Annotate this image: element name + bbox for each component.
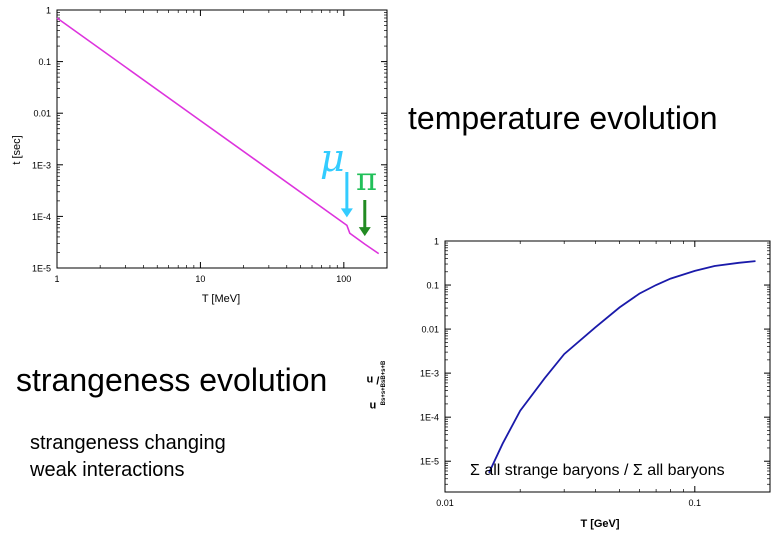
chart1-ylabel: t [sec] xyxy=(11,135,23,165)
chart2-plot-frame xyxy=(445,241,770,492)
chart1-y-tick-label: 1E-5 xyxy=(31,263,51,274)
chart2-y-tick-label: 1 xyxy=(433,236,439,247)
strangeness-evolution-title: strangeness evolution xyxy=(16,362,328,398)
chart1-y-tick-label: 1E-3 xyxy=(31,160,51,171)
chart2-y-tick-label: 0.1 xyxy=(426,280,439,291)
chart1-y-tick-label: 0.1 xyxy=(38,57,51,68)
chart1-x-tick-label: 100 xyxy=(336,274,352,284)
chart2-x-tick-label: 0.01 xyxy=(436,498,454,508)
chart1-xlabel: T [MeV] xyxy=(201,293,241,305)
chart2-annotation: Σ all strange baryons / Σ all baryons xyxy=(470,462,725,479)
temperature-evolution-title: temperature evolution xyxy=(408,100,718,136)
strangeness-subtitle xyxy=(30,430,226,484)
chart1-y-tick-label: 1E-4 xyxy=(31,211,51,222)
chart1-x-tick-label: 1 xyxy=(54,274,60,284)
chart2-y-tick-label: 1E-3 xyxy=(419,368,439,379)
chart1-x-tick-label: 10 xyxy=(195,274,206,284)
chart2-y-tick-label: 0.01 xyxy=(421,324,439,335)
chart1-y-tick-label: 0.01 xyxy=(33,108,51,119)
strangeness-subtitle-line1: strangeness changing xyxy=(30,432,226,454)
muon-threshold-label: μ xyxy=(320,136,345,180)
chart2-x-tick-label: 0.1 xyxy=(688,498,702,508)
chart2-y-tick-label: 1E-4 xyxy=(419,412,439,423)
pion-threshold-label: π xyxy=(356,160,378,198)
chart1-y-tick-label: 1 xyxy=(45,5,51,16)
chart2-xlabel: T [GeV] xyxy=(580,518,620,530)
chart2-series-line xyxy=(489,261,756,473)
chart2-y-tick-label: 1E-5 xyxy=(419,456,439,467)
strangeness-subtitle-line2: weak interactions xyxy=(30,459,185,481)
